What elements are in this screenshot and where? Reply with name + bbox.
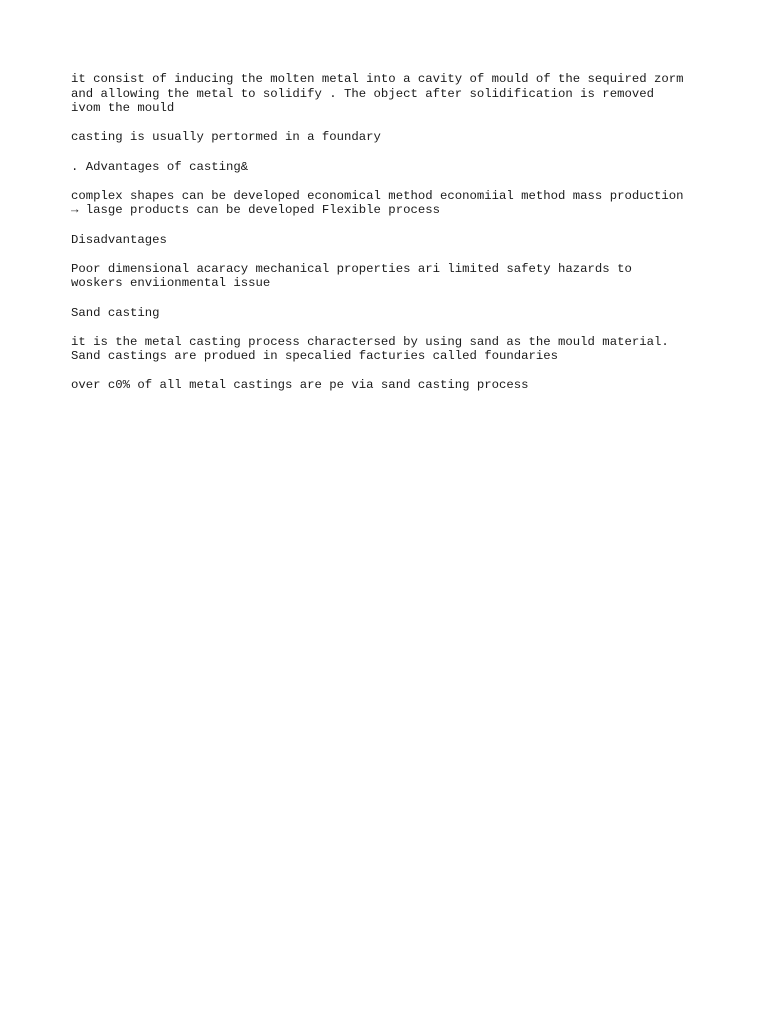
heading-disadvantages: Disadvantages — [71, 232, 167, 247]
paragraph-advantages-list: complex shapes can be developed economical method economiial method mass production → lasge products can be developed Flexible process — [71, 188, 684, 218]
paragraph-sand-casting-share: over c0% of all metal castings are pe via sand casting process — [71, 378, 529, 393]
paragraph-disadvantages-list: Poor dimensional acaracy mechanical properties ari limited safety hazards to woskers enviionmental issue — [71, 261, 632, 291]
heading-advantages: . Advantages of casting& — [71, 159, 249, 174]
heading-sand-casting: Sand casting — [71, 305, 160, 320]
document-page — [71, 72, 711, 408]
paragraph-casting-definition: it consist of inducing the molten metal into a cavity of mould of the sequired zorm and allowing the metal to solidify . The object after solidification is removed ivom the mould — [71, 72, 684, 116]
paragraph-sand-casting-definition: it is the metal casting process charactersed by using sand as the mould material. Sand castings are produed in specalied facturies called foundaries — [71, 334, 669, 364]
paragraph-foundary: casting is usually pertormed in a foundary — [71, 130, 381, 145]
